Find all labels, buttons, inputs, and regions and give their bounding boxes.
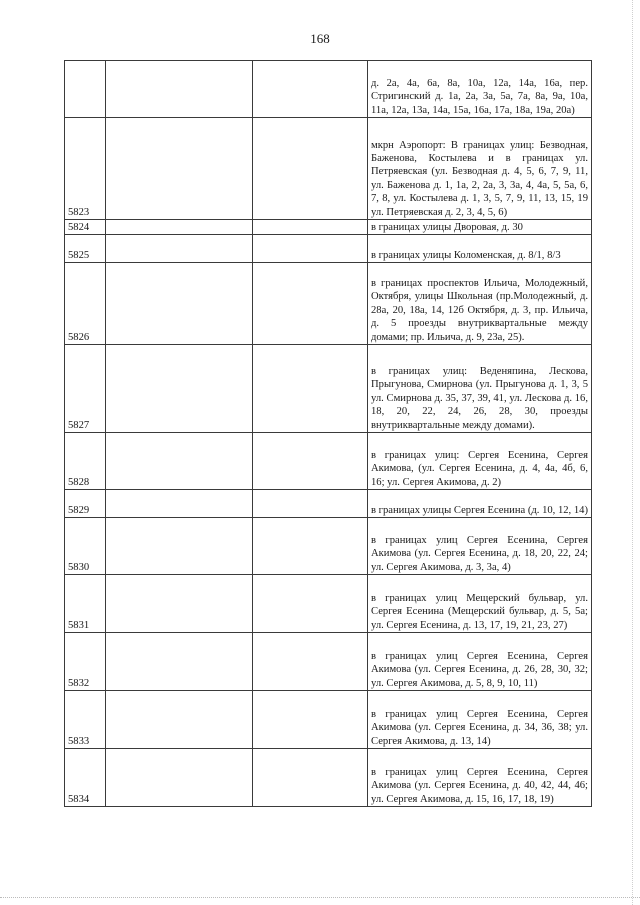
- row-description: в границах улиц Сергея Есенина, Сергея Акимова (ул. Сергея Есенина, д. 18, 20, 22, 24; ул. Сергея Акимова, д. 3, 3а, 4): [368, 518, 592, 575]
- empty-cell: [253, 61, 368, 118]
- row-description: в границах проспектов Ильича, Молодежный, Октября, улицы Школьная (пр.Молодежный, д. 28а, 20, 18а, 14, 12б Октября, д. 3, пр. Ильича, д. 5 проезды внутриквартальные между домами; пр. Ильича, д. 9, 23а, 25).: [368, 263, 592, 345]
- empty-cell: [253, 345, 368, 433]
- row-description: в границах улицы Дворовая, д. 30: [368, 220, 592, 235]
- empty-cell: [106, 263, 253, 345]
- empty-cell: [106, 235, 253, 263]
- table-row: [65, 490, 592, 518]
- row-number: 5832: [65, 633, 106, 691]
- row-description: в границах улиц: Веденяпина, Лескова, Прыгунова, Смирнова (ул. Прыгунова д. 1, 3, 5 ул. Смирнова д. 35, 37, 39, 41, ул. Лескова д. 16, 18, 20, 22, 24, 26, 28, 30, проезды внутриквартальные между домами).: [368, 345, 592, 433]
- table-row: [65, 575, 592, 633]
- row-number: 5828: [65, 433, 106, 490]
- empty-cell: [253, 263, 368, 345]
- table-row: [65, 691, 592, 749]
- table-row: [65, 61, 592, 118]
- row-number: 5833: [65, 691, 106, 749]
- empty-cell: [253, 118, 368, 220]
- empty-cell: [253, 575, 368, 633]
- empty-cell: [106, 118, 253, 220]
- empty-cell: [106, 220, 253, 235]
- empty-cell: [106, 433, 253, 490]
- row-description: в границах улицы Сергея Есенина (д. 10, 12, 14): [368, 490, 592, 518]
- row-number: 5831: [65, 575, 106, 633]
- table-row: [65, 118, 592, 220]
- empty-cell: [253, 691, 368, 749]
- row-number: 5826: [65, 263, 106, 345]
- table-row: [65, 749, 592, 807]
- empty-cell: [253, 490, 368, 518]
- row-number: 5824: [65, 220, 106, 235]
- empty-cell: [106, 61, 253, 118]
- row-description: в границах улицы Коломенская, д. 8/1, 8/3: [368, 235, 592, 263]
- empty-cell: [106, 345, 253, 433]
- row-number: 5830: [65, 518, 106, 575]
- empty-cell: [253, 518, 368, 575]
- row-number: [65, 61, 106, 118]
- empty-cell: [106, 691, 253, 749]
- row-description: в границах улиц Сергея Есенина, Сергея Акимова (ул. Сергея Есенина, д. 26, 28, 30, 32; ул. Сергея Акимова, д. 5, 8, 9, 10, 11): [368, 633, 592, 691]
- row-number: 5825: [65, 235, 106, 263]
- document-table: [64, 60, 592, 807]
- empty-cell: [106, 490, 253, 518]
- row-description: д. 2а, 4а, 6а, 8а, 10а, 12а, 14а, 16а, пер. Стригинский д. 1а, 2а, 3а, 5а, 7а, 8а, 9а, 10а, 11а, 12а, 13а, 14а, 15а, 16а, 17а, 18а, 19а, 20а): [368, 61, 592, 118]
- row-number: 5834: [65, 749, 106, 807]
- empty-cell: [253, 633, 368, 691]
- table-row: [65, 345, 592, 433]
- empty-cell: [106, 749, 253, 807]
- empty-cell: [253, 433, 368, 490]
- row-number: 5827: [65, 345, 106, 433]
- page-number: 168: [310, 31, 330, 46]
- row-description: мкрн Аэропорт: В границах улиц: Безводная, Баженова, Костылева и в границах ул. Петряевская (ул. Безводная д. 4, 5, 6, 7, 9, 11, ул. Баженова д. 1, 1а, 2, 2а, 3, 3а, 4, 4а, 5, 5а, 6, 7, 8, ул. Костылева д. 1, 3, 5, 7, 9, 11, 13, 15, 19 ул. Петряевская д. 2, 3, 4, 5, 6): [368, 118, 592, 220]
- empty-cell: [106, 633, 253, 691]
- empty-cell: [253, 749, 368, 807]
- empty-cell: [253, 220, 368, 235]
- row-description: в границах улиц Сергея Есенина, Сергея Акимова (ул. Сергея Есенина, д. 40, 42, 44, 46; ул. Сергея Акимова, д. 15, 16, 17, 18, 19): [368, 749, 592, 807]
- empty-cell: [106, 518, 253, 575]
- row-description: в границах улиц: Сергея Есенина, Сергея Акимова, (ул. Сергея Есенина, д. 4, 4а, 4б, 6, 16; ул. Сергея Акимова, д. 2): [368, 433, 592, 490]
- row-description: в границах улиц Сергея Есенина, Сергея Акимова (ул. Сергея Есенина, д. 34, 36, 38; ул. Сергея Акимова, д. 13, 14): [368, 691, 592, 749]
- table-row: [65, 263, 592, 345]
- table-row: [65, 633, 592, 691]
- empty-cell: [253, 235, 368, 263]
- row-description: в границах улиц Мещерский бульвар, ул. Сергея Есенина (Мещерский бульвар, д. 5, 5а; ул. Сергея Есенина, д. 13, 17, 19, 21, 23, 27): [368, 575, 592, 633]
- table-row: [65, 433, 592, 490]
- table-row: [65, 220, 592, 235]
- row-number: 5829: [65, 490, 106, 518]
- page-right-border: [632, 0, 633, 905]
- table-row: [65, 235, 592, 263]
- empty-cell: [106, 575, 253, 633]
- table-row: [65, 518, 592, 575]
- row-number: 5823: [65, 118, 106, 220]
- page-bottom-border: [0, 897, 640, 898]
